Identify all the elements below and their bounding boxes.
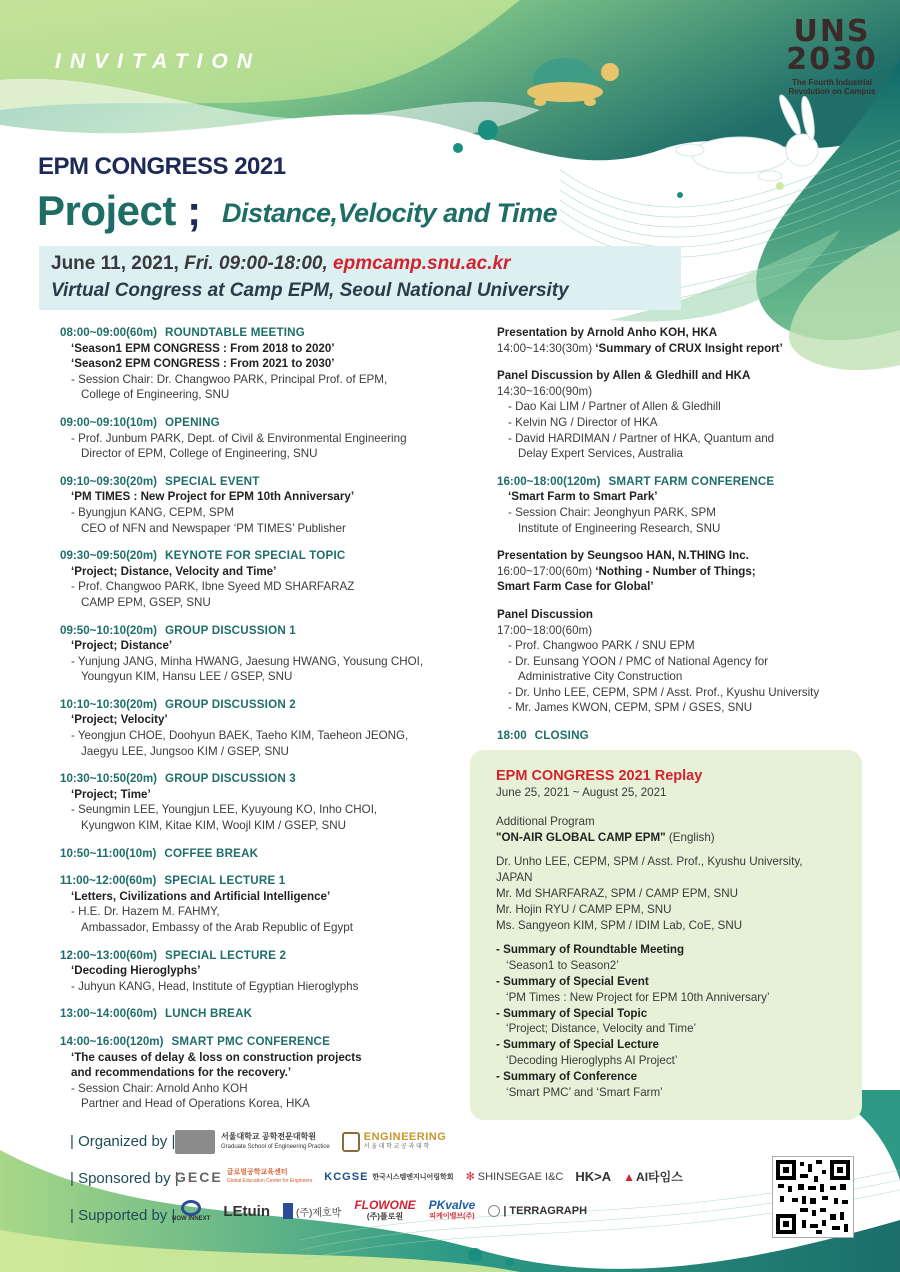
session-line: Partner and Head of Operations Korea, HKA xyxy=(81,1097,310,1111)
gece-en: Global Education Center for Engineers xyxy=(226,1177,313,1184)
session-label: GROUP DISCUSSION 2 xyxy=(165,697,296,711)
smart-farm-panel xyxy=(497,607,837,716)
session-label: GROUP DISCUSSION 1 xyxy=(165,623,296,637)
session-title: ‘Letters, Civilizations and Artificial Intelligence’ xyxy=(71,889,331,903)
session-title: ‘Season2 EPM CONGRESS : From 2021 to 2030’ xyxy=(71,357,335,371)
session-title: ‘Project; Distance, Velocity and Time’ xyxy=(71,564,277,578)
flowone-logo xyxy=(354,1200,415,1222)
session-time: 14:00~16:00(120m) xyxy=(60,1034,164,1048)
jehobak-text: (주)제호박 xyxy=(296,1207,342,1219)
event-day-time: Fri. 09:00-18:00, xyxy=(184,253,328,274)
supported-by-label: | Supported by | xyxy=(70,1207,176,1224)
session-line: - Prof. Junbum PARK, Dept. of Civil & Environmental Engineering xyxy=(71,431,407,445)
replay-summary-head: - Summary of Roundtable Meeting xyxy=(496,943,685,957)
session-time-line xyxy=(60,548,480,564)
panel-head: Panel Discussion xyxy=(497,607,594,621)
session-time-line xyxy=(60,623,480,639)
session-line: Delay Expert Services, Australia xyxy=(518,447,683,461)
session-title: ‘Project; Time’ xyxy=(71,787,151,801)
replay-program-name: "ON-AIR GLOBAL CAMP EPM" xyxy=(496,830,666,844)
session-line: - Session Chair: Dr. Changwoo PARK, Principal Prof. of EPM, xyxy=(71,372,388,386)
nowinnext-text: NOW INNEXT xyxy=(172,1216,211,1222)
logo-main-text: UNS 2030 xyxy=(786,14,878,77)
replay-summary-head: - Summary of Special Event xyxy=(496,974,649,988)
session-time: 10:10~10:30(20m) xyxy=(60,697,158,711)
session-line: College of Engineering, SNU xyxy=(81,388,230,402)
event-venue: Virtual Congress at Camp EPM, Seoul National University xyxy=(51,280,569,301)
session-time-line xyxy=(60,325,480,341)
session-title: ‘Decoding Hieroglyphs’ xyxy=(71,964,201,978)
replay-summary-item: ‘Smart PMC’ and ‘Smart Farm’ xyxy=(506,1085,663,1099)
session-title: ‘The causes of delay & loss on construction projects xyxy=(71,1050,362,1064)
jehobak-logo xyxy=(283,1203,341,1219)
session-time: 09:30~09:50(20m) xyxy=(60,549,158,563)
program-session xyxy=(60,548,480,610)
session-time-line xyxy=(497,384,837,400)
session-line: - Yeongjun CHOE, Doohyun BAEK, Taeho KIM, Taeheon JEONG, xyxy=(71,729,409,743)
session-label: LUNCH BREAK xyxy=(165,1007,253,1021)
terragraph-text: TERRAGRAPH xyxy=(509,1205,588,1217)
smart-farm-session xyxy=(497,474,837,536)
session-head: Panel Discussion by Allen & Gledhill and HKA xyxy=(497,369,751,383)
nowinnext-logo xyxy=(172,1200,210,1222)
kcgse-text: KCGSE xyxy=(324,1170,369,1183)
replay-program-lang: (English) xyxy=(668,830,715,844)
program-session xyxy=(60,948,480,995)
program-session xyxy=(60,846,480,862)
panel-line: - Mr. James KWON, CEPM, SPM / GSES, SNU xyxy=(508,701,753,715)
sponsored-by-label: | Sponsored by | xyxy=(70,1170,179,1187)
smart-farm-presentation xyxy=(497,548,837,595)
session-line: - Kelvin NG / Director of HKA xyxy=(508,415,658,429)
session-title: ‘Smart Farm to Smart Park’ xyxy=(508,490,658,504)
session-line: - Session Chair: Arnold Anho KOH xyxy=(71,1081,248,1095)
session-line: - H.E. Dr. Hazem M. FAHMY, xyxy=(71,905,220,919)
kcgse-ko: 한국시스템엔지니어링학회 xyxy=(372,1173,454,1181)
session-line: - Juhyun KANG, Head, Institute of Egyptian Hieroglyphs xyxy=(71,979,359,993)
replay-summary-item: ‘PM Times : New Project for EPM 10th Anniversary’ xyxy=(506,990,770,1004)
congress-name: EPM CONGRESS 2021 xyxy=(38,153,286,180)
panel-line: Administrative City Construction xyxy=(518,670,683,684)
program-session xyxy=(60,697,480,759)
logo-line-1: The Fourth Industrial xyxy=(792,78,872,87)
session-label: KEYNOTE FOR SPECIAL TOPIC xyxy=(165,549,346,563)
session-time: 16:00~18:00(120m) xyxy=(497,474,601,488)
replay-title: EPM CONGRESS 2021 Replay xyxy=(496,768,703,784)
session-label: SPECIAL EVENT xyxy=(165,474,260,488)
session-time: 13:00~14:00(60m) xyxy=(60,1007,158,1021)
program-session xyxy=(60,771,480,833)
panel-line: - Prof. Changwoo PARK / SNU EPM xyxy=(508,639,695,653)
replay-summary-item: ‘Decoding Hieroglyphs AI Project’ xyxy=(506,1053,678,1067)
organizer-name-ko: 서울대학교 공학전문대학원 xyxy=(221,1132,316,1141)
session-time: 10:50~11:00(10m) xyxy=(60,846,157,860)
session-label: GROUP DISCUSSION 3 xyxy=(165,772,296,786)
presentation-title: ‘Nothing - Number of Things; xyxy=(595,564,756,578)
program-session xyxy=(60,1006,480,1022)
invitation-label: INVITATION xyxy=(55,50,261,73)
program-session xyxy=(60,623,480,685)
session-time: 09:50~10:10(20m) xyxy=(60,623,158,637)
session-line: - Session Chair: Jeonghyun PARK, SPM xyxy=(508,505,716,519)
session-time-line xyxy=(60,948,480,964)
title-semicolon: ; xyxy=(187,187,201,234)
presentation-title-cont: Smart Farm Case for Global’ xyxy=(497,580,654,594)
pkvalve-logo xyxy=(429,1200,476,1222)
replay-person: Mr. Hojin RYU / CAMP EPM, SNU xyxy=(496,902,672,916)
session-line: - Byungjun KANG, CEPM, SPM xyxy=(71,505,235,519)
terragraph-logo: | TERRAGRAPH xyxy=(488,1205,587,1217)
hka-logo: HK>A xyxy=(575,1169,612,1184)
closing-label: CLOSING xyxy=(534,729,589,743)
panel-line: - Dr. Eunsang YOON / PMC of National Agency for xyxy=(508,654,769,668)
organizer-logos xyxy=(175,1130,446,1154)
sponsor-logos xyxy=(175,1168,683,1185)
session-line: - Prof. Changwoo PARK, Ibne Syeed MD SHARFARAZ xyxy=(71,580,355,594)
replay-person: Ms. Sangyeon KIM, SPM / IDIM Lab, CoE, SNU xyxy=(496,918,743,932)
session-label: SMART FARM CONFERENCE xyxy=(608,474,775,488)
panel-line: - Dr. Unho LEE, CEPM, SPM / Asst. Prof., Kyushu University xyxy=(508,685,820,699)
program-session xyxy=(60,1034,480,1112)
shinsegae-text: SHINSEGAE I&C xyxy=(477,1170,564,1183)
replay-dates: June 25, 2021 ~ August 25, 2021 xyxy=(496,786,667,799)
replay-person: Mr. Md SHARFARAZ, SPM / CAMP EPM, SNU xyxy=(496,886,739,900)
engineering-text: ENGINEERING xyxy=(363,1131,447,1143)
title-subtitle: Distance,Velocity and Time xyxy=(222,198,558,228)
session-label: SMART PMC CONFERENCE xyxy=(171,1034,331,1048)
kcgse-logo xyxy=(324,1171,453,1183)
replay-additional: Additional Program xyxy=(496,814,595,828)
session-label: ROUNDTABLE MEETING xyxy=(165,326,305,339)
letuin-logo: LEtuin xyxy=(223,1202,270,1220)
session-time-line xyxy=(60,1006,480,1022)
replay-summary-head: - Summary of Special Topic xyxy=(496,1006,648,1020)
session-head: Presentation by Arnold Anho KOH, HKA xyxy=(497,326,718,339)
session-time-line xyxy=(60,415,480,431)
session-line: Youngyun KIM, Hansu LEE / GSEP, SNU xyxy=(81,670,293,684)
closing-line xyxy=(497,728,837,744)
session-time-line xyxy=(60,846,480,862)
session-line: Director of EPM, College of Engineering, SNU xyxy=(81,447,318,461)
engineering-ko: 서 울 대 학 교 공 과 대 학 xyxy=(363,1144,430,1150)
gece-text: GECE xyxy=(175,1168,223,1185)
session-time-line xyxy=(60,474,480,490)
ai-times-text: AI타임스 xyxy=(636,1170,683,1184)
gece-ko: 글로벌공학교육센터 xyxy=(226,1168,288,1176)
program-session xyxy=(60,415,480,462)
gece-logo xyxy=(175,1169,312,1185)
session-time-line xyxy=(60,873,480,889)
event-url-link[interactable]: epmcamp.snu.ac.kr xyxy=(333,253,511,274)
pkvalve-ko: 피케이밸브(주) xyxy=(429,1213,475,1220)
session-label: SPECIAL LECTURE 1 xyxy=(164,874,286,888)
session-time: 09:10~09:30(20m) xyxy=(60,474,158,488)
session-line: Jaegyu LEE, Jungsoo KIM / GSEP, SNU xyxy=(81,744,289,758)
session-time-line xyxy=(497,474,837,490)
presentation-head: Presentation by Seungsoo HAN, N.THING Inc. xyxy=(497,549,749,563)
supporter-logos xyxy=(172,1200,587,1222)
page-title xyxy=(37,187,201,235)
program-left-column xyxy=(60,325,480,1124)
session-time: 14:30~16:00(90m) xyxy=(497,384,593,398)
session-title: ‘Project; Distance’ xyxy=(71,639,173,653)
session-title: ‘PM TIMES : New Project for EPM 10th Anniversary’ xyxy=(71,490,355,504)
program-session xyxy=(497,368,837,462)
replay-summary-item: ‘Project; Distance, Velocity and Time’ xyxy=(506,1022,697,1036)
program-session xyxy=(60,873,480,935)
session-line: - David HARDIMAN / Partner of HKA, Quantum and xyxy=(508,431,775,445)
replay-person: Dr. Unho LEE, CEPM, SPM / Asst. Prof., Kyushu University, JAPAN xyxy=(496,855,803,885)
session-time-line xyxy=(60,771,480,787)
session-time: 11:00~12:00(60m) xyxy=(60,874,157,888)
program-session xyxy=(60,325,480,403)
session-line: CAMP EPM, GSEP, SNU xyxy=(81,595,211,609)
flowone-text: FLOWONE xyxy=(354,1198,416,1212)
event-date: June 11, 2021, xyxy=(51,253,179,274)
replay-box xyxy=(470,750,862,1120)
ai-times-logo: ▲ AI타임스 xyxy=(623,1169,683,1184)
event-date-line xyxy=(51,253,510,275)
session-time: 10:30~10:50(20m) xyxy=(60,772,158,786)
snu-gsep-logo xyxy=(175,1130,330,1154)
program-right-column xyxy=(497,325,837,744)
replay-summary-item: ‘Season1 to Season2’ xyxy=(506,959,619,973)
session-time-line xyxy=(60,697,480,713)
session-line: Ambassador, Embassy of the Arab Republic of Egypt xyxy=(81,921,353,934)
presentation-time: 16:00~17:00(60m) xyxy=(497,564,593,578)
shinsegae-logo: ✻ SHINSEGAE I&C xyxy=(465,1170,564,1183)
session-title: ‘Project; Velocity’ xyxy=(71,713,168,727)
session-label: COFFEE BREAK xyxy=(164,846,259,860)
qr-code[interactable] xyxy=(773,1157,853,1237)
session-title: ‘Summary of CRUX Insight report’ xyxy=(595,341,783,355)
session-title: ‘Season1 EPM CONGRESS : From 2018 to 2020’ xyxy=(71,341,335,355)
logo-line-2: Revolution on Campus xyxy=(788,87,876,96)
closing-time: 18:00 xyxy=(497,729,527,743)
uns-2030-logo xyxy=(782,14,882,96)
program-session xyxy=(60,474,480,536)
organized-by-label: | Organized by | xyxy=(70,1133,176,1150)
session-time: 14:00~14:30(30m) xyxy=(497,341,593,355)
session-time: 12:00~13:00(60m) xyxy=(60,948,158,962)
session-line: Institute of Engineering Research, SNU xyxy=(518,521,721,535)
session-line: CEO of NFN and Newspaper ‘PM TIMES’ Publisher xyxy=(81,521,346,535)
session-line: Kyungwon KIM, Kitae KIM, Woojl KIM / GSEP, SNU xyxy=(81,819,347,833)
pkvalve-text: PKvalve xyxy=(428,1198,476,1212)
title-project: Project xyxy=(37,187,176,234)
session-label: SPECIAL LECTURE 2 xyxy=(165,948,287,962)
session-line: - Yunjung JANG, Minha HWANG, Jaesung HWANG, Yousung CHOI, xyxy=(71,654,424,668)
replay-summary-head: - Summary of Special Lecture xyxy=(496,1038,660,1052)
snu-engineering-logo xyxy=(342,1132,447,1152)
session-time-line xyxy=(497,341,837,357)
session-line: - Seungmin LEE, Youngjun LEE, Kyuyoung KO, Inho CHOI, xyxy=(71,803,378,817)
session-time-line xyxy=(60,1034,480,1050)
panel-time: 17:00~18:00(60m) xyxy=(497,623,593,637)
flowone-ko: (주)플로원 xyxy=(366,1212,404,1221)
session-time: 09:00~09:10(10m) xyxy=(60,415,158,429)
session-label: OPENING xyxy=(165,415,220,429)
qr-pattern xyxy=(776,1160,850,1234)
program-session xyxy=(497,325,837,356)
session-title: and recommendations for the recovery.’ xyxy=(71,1066,292,1080)
session-line: - Dao Kai LIM / Partner of Allen & Gledhill xyxy=(508,400,721,414)
organizer-name-en: Graduate School of Engineering Practice xyxy=(221,1144,330,1150)
replay-summary-head: - Summary of Conference xyxy=(496,1069,638,1083)
session-time: 08:00~09:00(60m) xyxy=(60,326,158,339)
